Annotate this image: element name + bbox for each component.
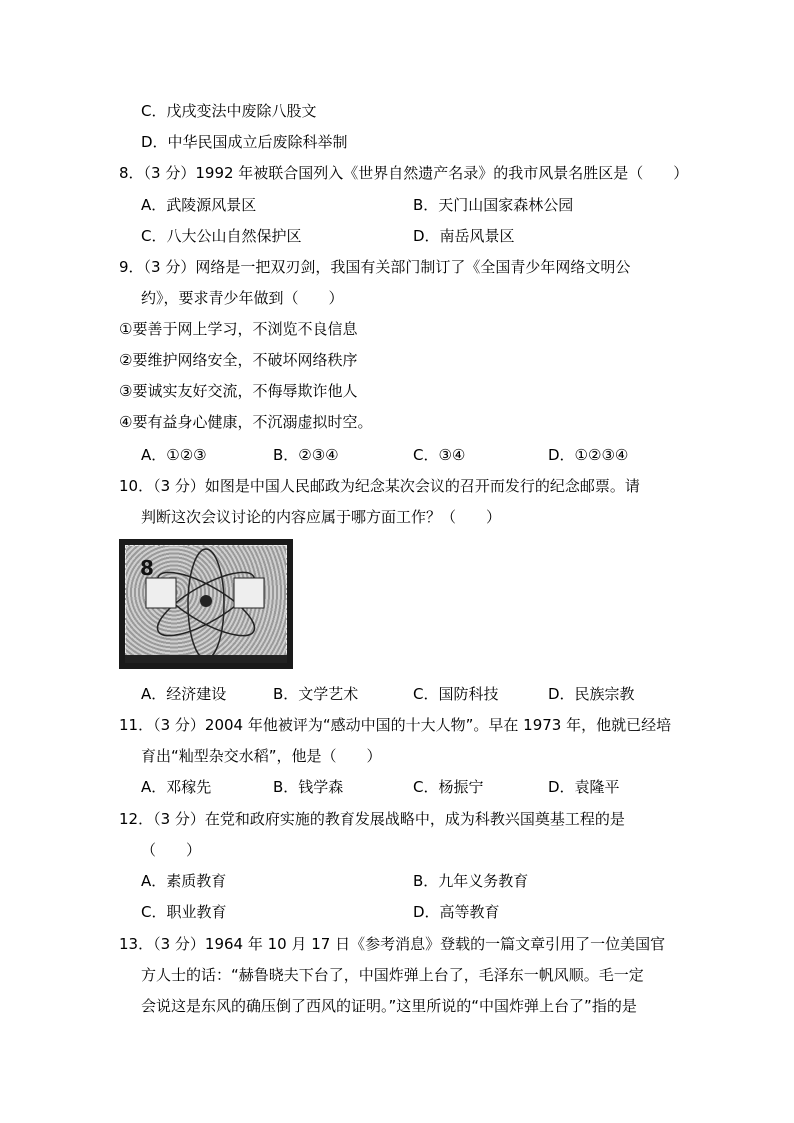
q11-option-a: A．邓稼先: [141, 778, 212, 796]
q8-option-b: B．天门山国家森林公园: [413, 196, 574, 214]
q10-option-d: D．民族宗教: [548, 685, 635, 703]
q9-stem-line1: 9．（3 分）网络是一把双刃剑，我国有关部门制订了《全国青少年网络文明公: [119, 258, 631, 276]
stamp-denomination: 8: [140, 556, 154, 580]
q11-stem-line1: 11．（3 分）2004 年他被评为“感动中国的十大人物”。早在 1973 年，他就已经培: [119, 716, 672, 734]
q13-stem-line3: 会说这是东风的确压倒了西风的证明。”这里所说的“中国炸弹上台了”指的是: [141, 997, 637, 1015]
q10-option-c: C．国防科技: [413, 685, 499, 703]
q11-stem-line2: 育出“籼型杂交水稻”，他是（ ）: [141, 747, 382, 765]
q10-option-a: A．经济建设: [141, 685, 227, 703]
q8-option-c: C．八大公山自然保护区: [141, 227, 302, 245]
q9-stem-line2: 约》，要求青少年做到（ ）: [141, 289, 344, 307]
q13-stem-line1: 13．（3 分）1964 年 10 月 17 日《参考消息》登载的一篇文章引用了一位美国官: [119, 935, 666, 953]
q13-stem-line2: 方人士的话：“赫鲁晓夫下台了，中国炸弹上台了，毛泽东一帆风顺。毛一定: [141, 966, 644, 984]
q12-option-c: C．职业教育: [141, 903, 227, 921]
q11-option-b: B．钱学森: [273, 778, 344, 796]
q12-option-d: D．高等教育: [413, 903, 500, 921]
q9-option-a: A．①②③: [141, 446, 207, 464]
q8-stem: 8．（3 分）1992 年被联合国列入《世界自然遗产名录》的我市风景名胜区是（ ）: [119, 164, 689, 182]
q9-statement-1: ①要善于网上学习，不浏览不良信息: [119, 320, 358, 338]
q8-option-d: D．南岳风景区: [413, 227, 515, 245]
q9-option-b: B．②③④: [273, 446, 339, 464]
q10-stem-line1: 10．（3 分）如图是中国人民邮政为纪念某次会议的召开而发行的纪念邮票。请: [119, 477, 640, 495]
stamp-pattern: [125, 545, 287, 663]
q9-statement-2: ②要维护网络安全，不破坏网络秩序: [119, 351, 358, 369]
q7-option-d: D．中华民国成立后废除科举制: [141, 133, 348, 151]
q12-option-b: B．九年义务教育: [413, 872, 529, 890]
q12-option-a: A．素质教育: [141, 872, 227, 890]
q9-option-d: D．①②③④: [548, 446, 629, 464]
q11-option-c: C．杨振宁: [413, 778, 484, 796]
q8-option-a: A．武陵源风景区: [141, 196, 257, 214]
q10-option-b: B．文学艺术: [273, 685, 359, 703]
stamp-caption-strip: [125, 655, 287, 663]
q11-option-d: D．袁隆平: [548, 778, 620, 796]
q9-option-c: C．③④: [413, 446, 466, 464]
q10-stem-line2: 判断这次会议讨论的内容应属于哪方面工作？（ ）: [141, 508, 502, 526]
q7-option-c: C．戊戌变法中废除八股文: [141, 102, 317, 120]
commemorative-stamp-image: [119, 539, 293, 669]
q12-stem-line1: 12．（3 分）在党和政府实施的教育发展战略中，成为科教兴国奠基工程的是: [119, 810, 625, 828]
q12-stem-line2: （ ）: [141, 841, 202, 859]
q9-statement-4: ④要有益身心健康，不沉溺虚拟时空。: [119, 413, 373, 431]
q9-statement-3: ③要诚实友好交流，不侮辱欺诈他人: [119, 382, 358, 400]
